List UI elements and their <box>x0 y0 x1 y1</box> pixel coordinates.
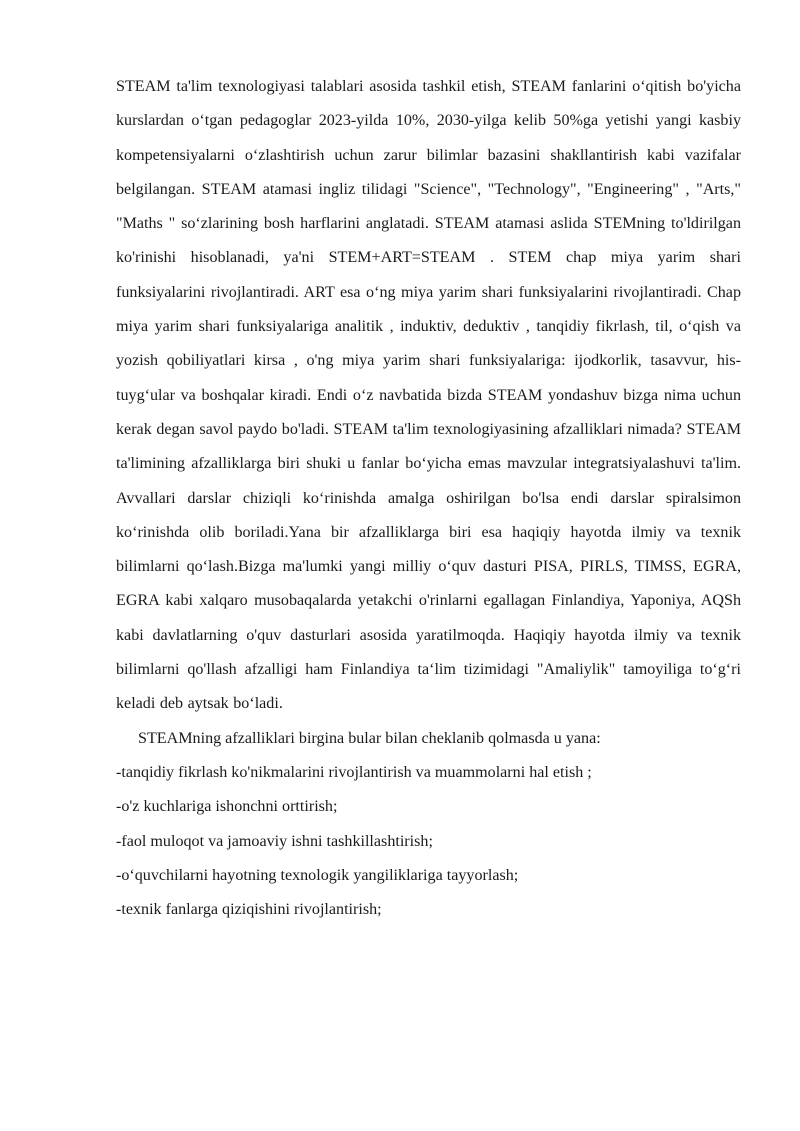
list-item: -faol muloqot va jamoaviy ishni tashkillashtirish; <box>116 832 433 850</box>
advantages-list <box>116 756 741 927</box>
list-item: -o‘quvchilarni hayotning texnologik yangiliklariga tayyorlash; <box>116 866 519 884</box>
list-item: -texnik fanlarga qiziqishini rivojlantirish; <box>116 901 382 919</box>
document-page <box>116 70 741 927</box>
list-item: -tanqidiy fikrlash ko'nikmalarini rivojlantirish va muammolarni hal etish ; <box>116 763 592 781</box>
list-item: -o'z kuchlariga ishonchni orttirish; <box>116 798 338 816</box>
intro-line: STEAMning afzalliklari birgina bular bilan cheklanib qolmasda u yana: <box>138 729 601 747</box>
main-paragraph: STEAM ta'lim texnologiyasi talablari asosida tashkil etish, STEAM fanlarini o‘qitish bo'yicha kurslardan o‘tgan pedagoglar 2023-yilda 10%, 2030-yilga kelib 50%ga yetishi yangi kasbiy kompetensiyalarni o‘zlashtirish uchun zarur bilimlar bazasini shakllantirish kabi vazifalar belgilangan. STEAM atamasi ingliz tilidagi "Science", "Technology", "Engineering" , "Arts," "Maths " so‘zlarining bosh harflarini anglatadi. STEAM atamasi aslida STEMning to'ldirilgan ko'rinishi hisoblanadi, ya'ni STEM+ART=STEAM . STEM chap miya yarim shari funksiyalarini rivojlantiradi. ART esa o‘ng miya yarim shari funksiyalarini rivojlantiradi. Chap miya yarim shari funksiyalariga analitik , induktiv, deduktiv , tanqidiy fikrlash, til, o‘qish va yozish qobiliyatlari kirsa , o'ng miya yarim shari funksiyalariga: ijodkorlik, tasavvur, his-tuyg‘ular va boshqalar kiradi. Endi o‘z navbatida bizda STEAM yondashuv bizga nima uchun kerak degan savol paydo bo'ladi. STEAM ta'lim texnologiyasining afzalliklari nimada? STEAM ta'limining afzalliklarga biri shuki u fanlar bo‘yicha emas mavzular integratsiyalashuvi ta'lim. Avvallari darslar chiziqli ko‘rinishda amalga oshirilgan bo'lsa endi darslar spiralsimon ko‘rinishda olib boriladi.Yana bir afzalliklarga biri esa haqiqiy hayotda ilmiy va texnik bilimlarni qo‘lash.Bizga ma'lumki yangi milliy o‘quv dasturi PISA, PIRLS, TIMSS, EGRA, EGRA kabi xalqaro musobaqalarda yetakchi o'rinlarni egallagan Finlandiya, Yaponiya, AQSh kabi davlatlarning o'quv dasturlari asosida yaratilmoqda. Haqiqiy hayotda ilmiy va texnik bilimlarni qo'llash afzalligi ham Finlandiya ta‘lim tizimidagi "Amaliylik" tamoyiliga to‘g‘ri keladi deb aytsak bo‘ladi. <box>116 78 741 713</box>
